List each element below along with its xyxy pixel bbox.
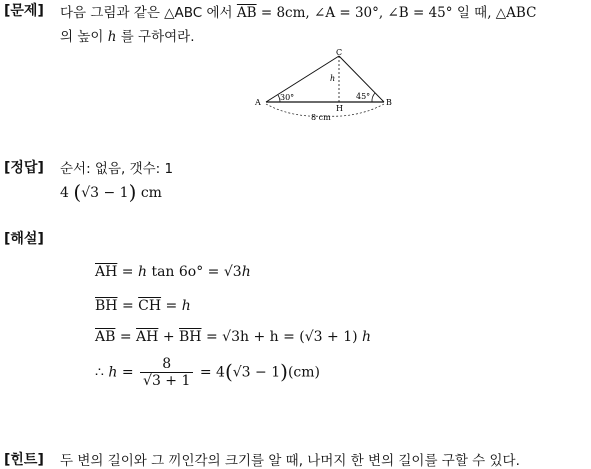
eq3-h: h [362, 329, 372, 345]
eq2-eq2: = [161, 298, 182, 314]
eq3-tail: + 1) [322, 329, 363, 345]
eq4-eq: = [117, 364, 139, 381]
eq4-fraction [140, 356, 193, 389]
equation-1 [95, 264, 251, 280]
eq1-ah: $\overline{AH}$ [95, 264, 118, 280]
base-length-label: 8 cm [311, 113, 331, 122]
triangle-figure [252, 46, 402, 124]
eq4-paren-open: ( [224, 359, 233, 384]
eq4-unit: (cm) [287, 364, 320, 381]
eq3-eq2: = [201, 329, 223, 345]
problem-line-2 [60, 25, 195, 45]
eq3-eq1: = [115, 329, 137, 345]
eq1-sqrt3: √3 [223, 264, 242, 280]
angle-b-arc [372, 93, 375, 102]
answer-meta: 순서: 없음, 갯수: 1 [60, 161, 174, 177]
problem-line-2-b: 를 구하여라. [116, 29, 195, 45]
eq2-bh: $\overline{BH}$ [95, 298, 118, 314]
problem-line-1-a: 다음 그림과 같은 △ABC 에서 [60, 5, 237, 21]
equation-2 [95, 298, 191, 314]
eq3-ah: $\overline{AH}$ [136, 329, 159, 345]
eq4-h: h [108, 364, 118, 381]
eq3-sqrt3b: √3 [304, 329, 323, 345]
answer-tag: [정답] [4, 160, 44, 176]
eq1-eq: = [117, 264, 138, 280]
label-h-foot: H [336, 104, 343, 113]
angle-a-label: 30° [280, 93, 295, 102]
eq3-plus: + [158, 329, 180, 345]
eq1-h2: h [241, 264, 251, 280]
segment-ab: $\overline{AB}$ [236, 5, 257, 21]
eq3-sqrt3: √3 [222, 329, 240, 345]
label-b: B [386, 98, 392, 107]
answer-coef: 4 [60, 185, 69, 201]
eq2-eq1: = [117, 298, 139, 314]
answer-unit: cm [140, 185, 162, 201]
eq4-coef: = 4 [195, 364, 225, 381]
side-ac [266, 56, 339, 102]
eq1-tan: tan 6o° = [147, 264, 224, 280]
label-c: C [336, 48, 343, 57]
paren-open: ( [73, 180, 82, 204]
eq3-bh: $\overline{BH}$ [179, 329, 202, 345]
equation-3 [95, 329, 371, 345]
eq1-h: h [137, 264, 147, 280]
answer-radical: √3 − 1 [81, 185, 129, 201]
eq3-mid: h + h = ( [239, 329, 305, 345]
eq4-denominator: √3 + 1 [143, 373, 191, 389]
problem-tag: [문제] [4, 3, 44, 19]
explanation-tag: [해설] [4, 231, 44, 247]
eq2-h: h [181, 298, 191, 314]
angle-b-label: 45° [356, 92, 371, 101]
equation-4 [95, 356, 320, 389]
paren-close: ) [128, 180, 137, 204]
problem-line-1-b: = 8cm, ∠A = 30°, ∠B = 45° 일 때, △ABC [256, 5, 537, 21]
label-a: A [255, 98, 261, 107]
eq4-radical: √3 − 1 [232, 364, 281, 381]
answer-value [60, 180, 162, 204]
label-height: h [330, 74, 336, 83]
eq2-ch: $\overline{CH}$ [138, 298, 162, 314]
eq4-paren-close: ) [280, 359, 288, 384]
problem-line-1 [60, 1, 536, 21]
height-symbol: h [107, 29, 117, 45]
eq4-therefore: ∴ [95, 364, 109, 381]
hint-text: 두 변의 길이와 그 끼인각의 크기를 알 때, 나머지 한 변의 길이를 구할 수 있다. [60, 453, 520, 469]
eq3-ab: $\overline{AB}$ [95, 329, 116, 345]
problem-line-2-a: 의 높이 [60, 29, 108, 45]
eq4-numerator: 8 [140, 356, 193, 373]
hint-tag: [힌트] [4, 452, 44, 468]
